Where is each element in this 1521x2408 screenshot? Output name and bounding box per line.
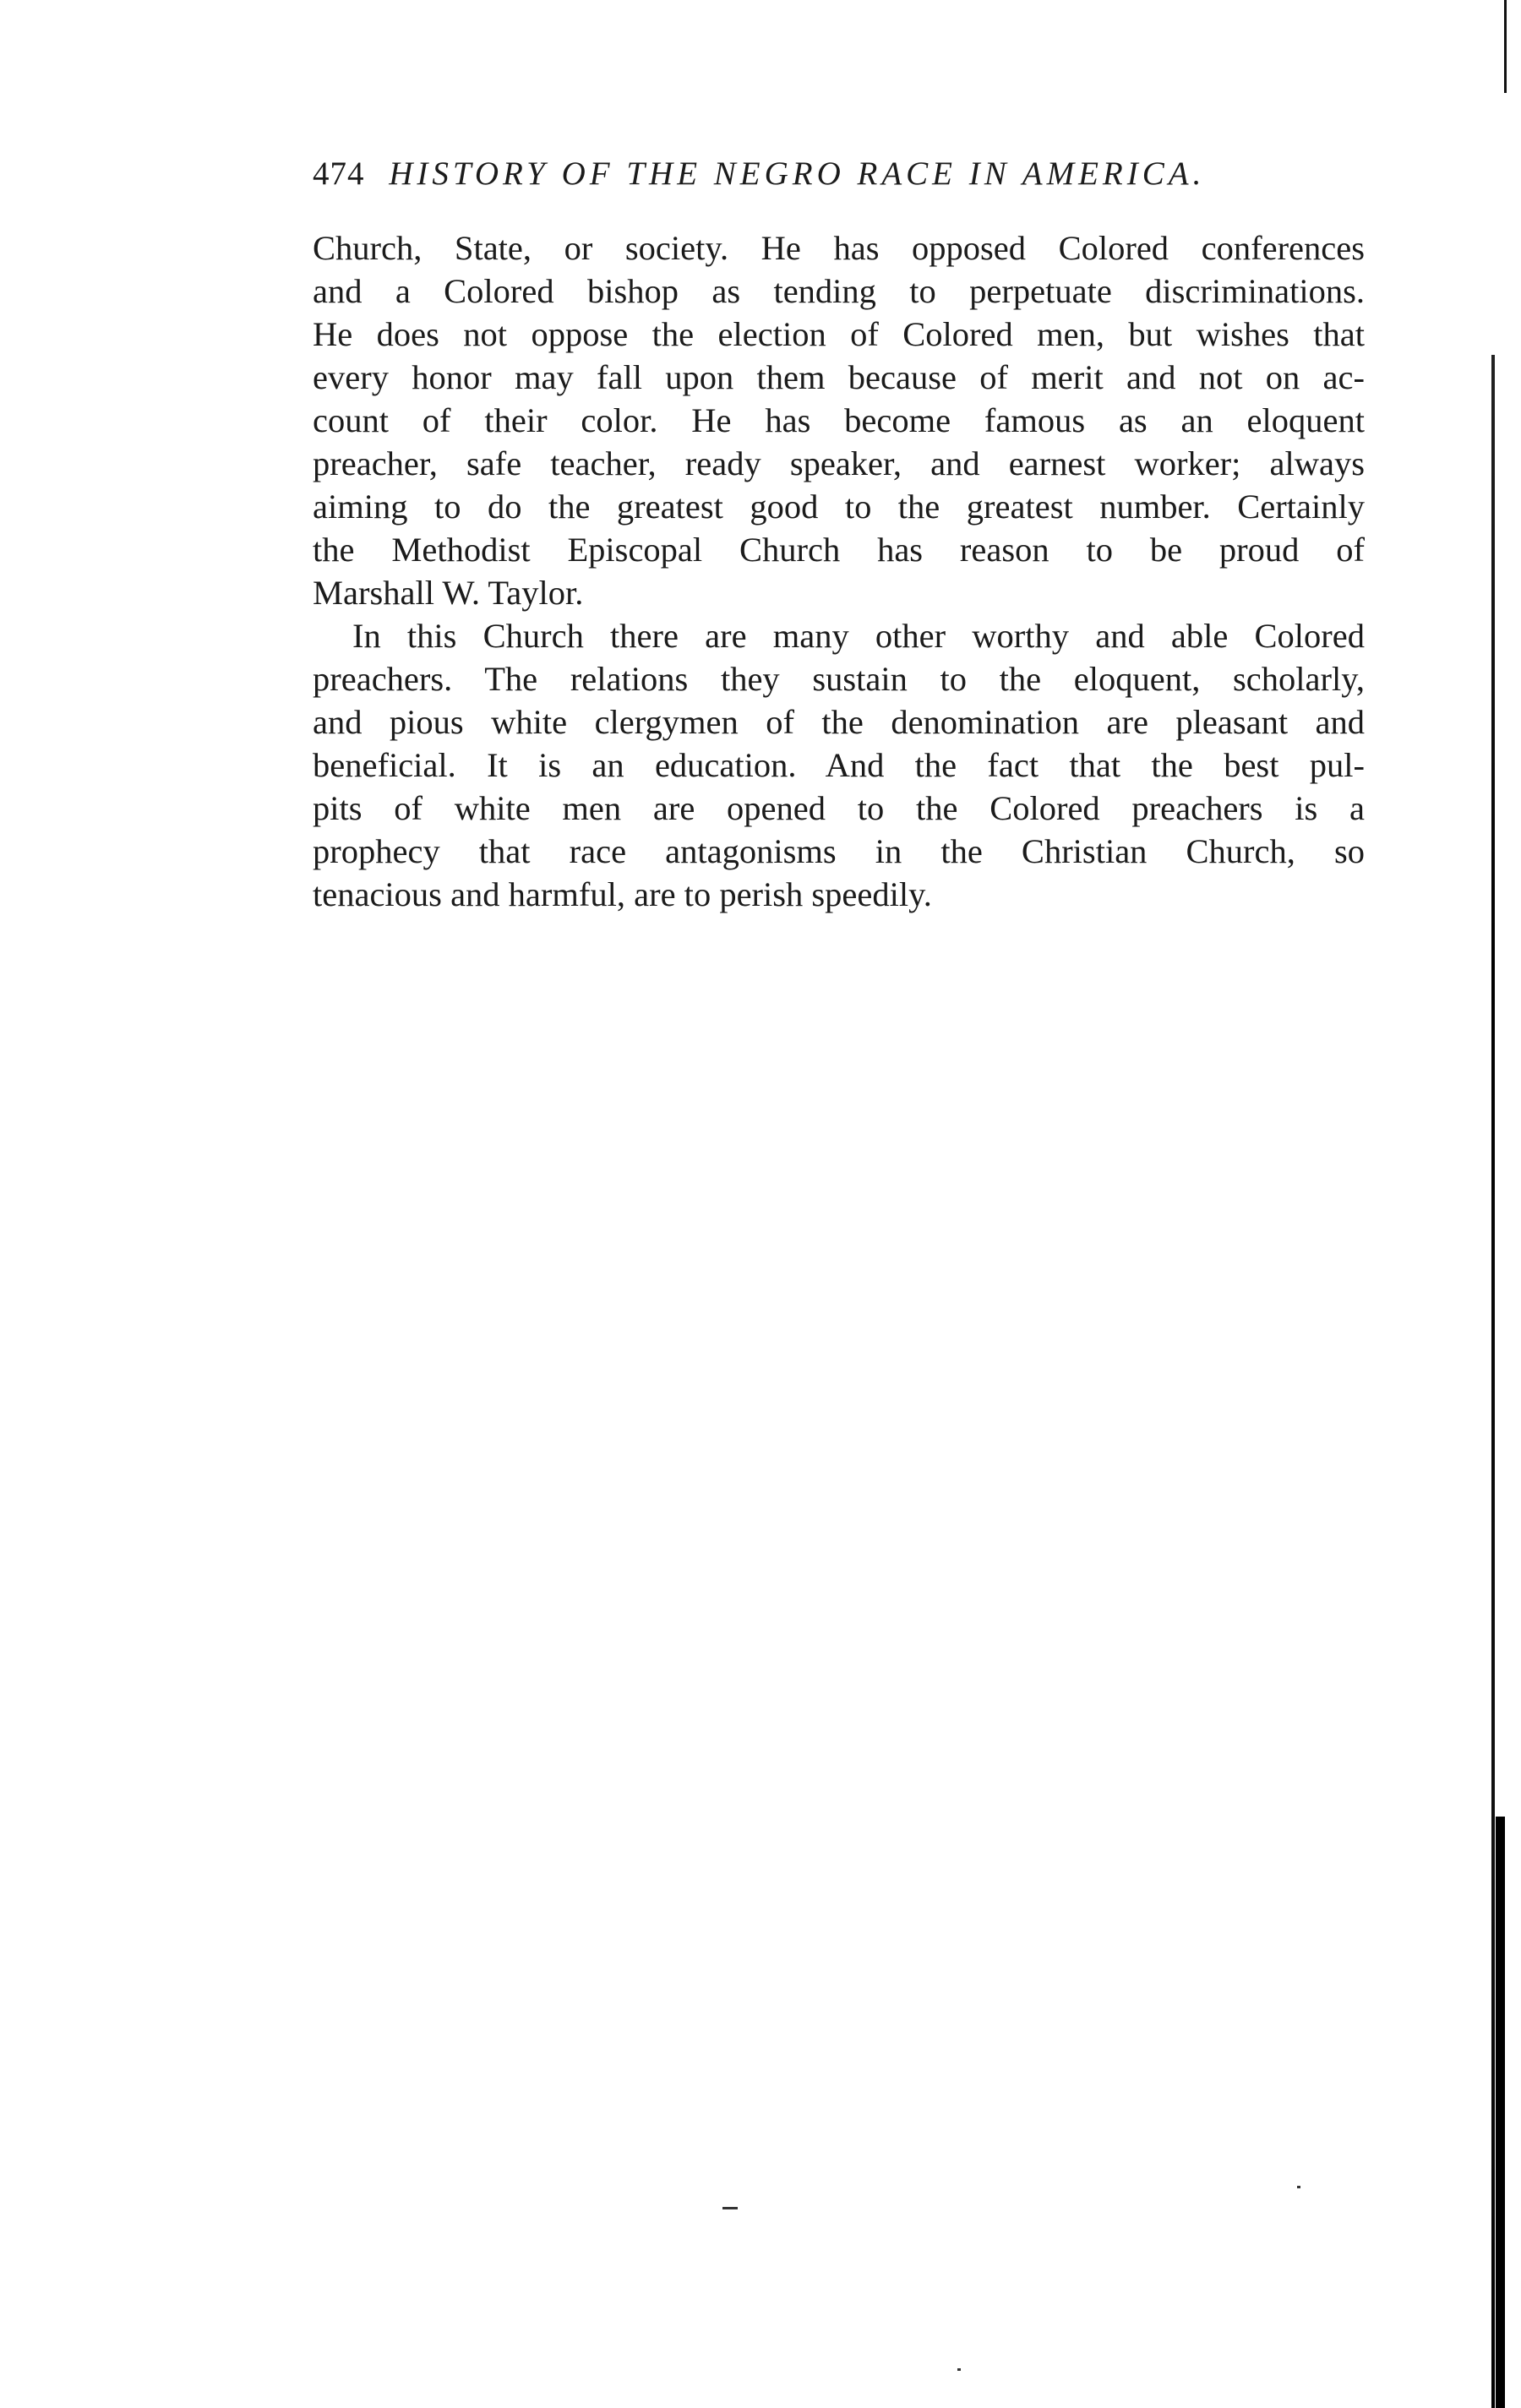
text-line: He does not oppose the election of Colored men, but wishes that	[313, 315, 1365, 353]
body-text	[313, 226, 1365, 916]
running-head	[313, 155, 1301, 193]
scan-speck	[1297, 2186, 1300, 2188]
scan-edge-artifact	[1491, 355, 1495, 2408]
text-line: count of their color. He has become famous as an eloquent	[313, 401, 1365, 439]
scan-edge-artifact	[1504, 0, 1507, 93]
paragraph-2	[313, 614, 1365, 916]
running-title: HISTORY OF THE NEGRO RACE IN AMERICA.	[389, 155, 1206, 192]
scan-speck	[957, 2368, 961, 2371]
text-line: Marshall W. Taylor.	[313, 574, 584, 612]
scan-edge-artifact	[1496, 1817, 1505, 2408]
text-line: prophecy that race antagonisms in the Christian Church, so	[313, 832, 1365, 870]
text-line: preachers. The relations they sustain to the eloquent, scholarly,	[313, 660, 1365, 698]
scan-speck	[722, 2207, 738, 2209]
text-line: Church, State, or society. He has opposed Colored conferences	[313, 229, 1365, 267]
text-line: preacher, safe teacher, ready speaker, and earnest worker; always	[313, 444, 1365, 482]
text-line: and a Colored bishop as tending to perpetuate discriminations.	[313, 272, 1365, 310]
paragraph-1	[313, 226, 1365, 614]
text-line: In this Church there are many other worthy and able Colored	[352, 617, 1365, 655]
text-line: aiming to do the greatest good to the greatest number. Certainly	[313, 488, 1365, 526]
text-line: every honor may fall upon them because of merit and not on ac-	[313, 358, 1365, 396]
text-line: tenacious and harmful, are to perish speedily.	[313, 875, 932, 913]
text-line: the Methodist Episcopal Church has reason to be proud of	[313, 531, 1365, 569]
text-line: beneficial. It is an education. And the fact that the best pul-	[313, 746, 1365, 784]
text-line: and pious white clergymen of the denomination are pleasant and	[313, 703, 1365, 741]
page-number: 474	[313, 155, 365, 192]
text-line: pits of white men are opened to the Colored preachers is a	[313, 789, 1365, 827]
